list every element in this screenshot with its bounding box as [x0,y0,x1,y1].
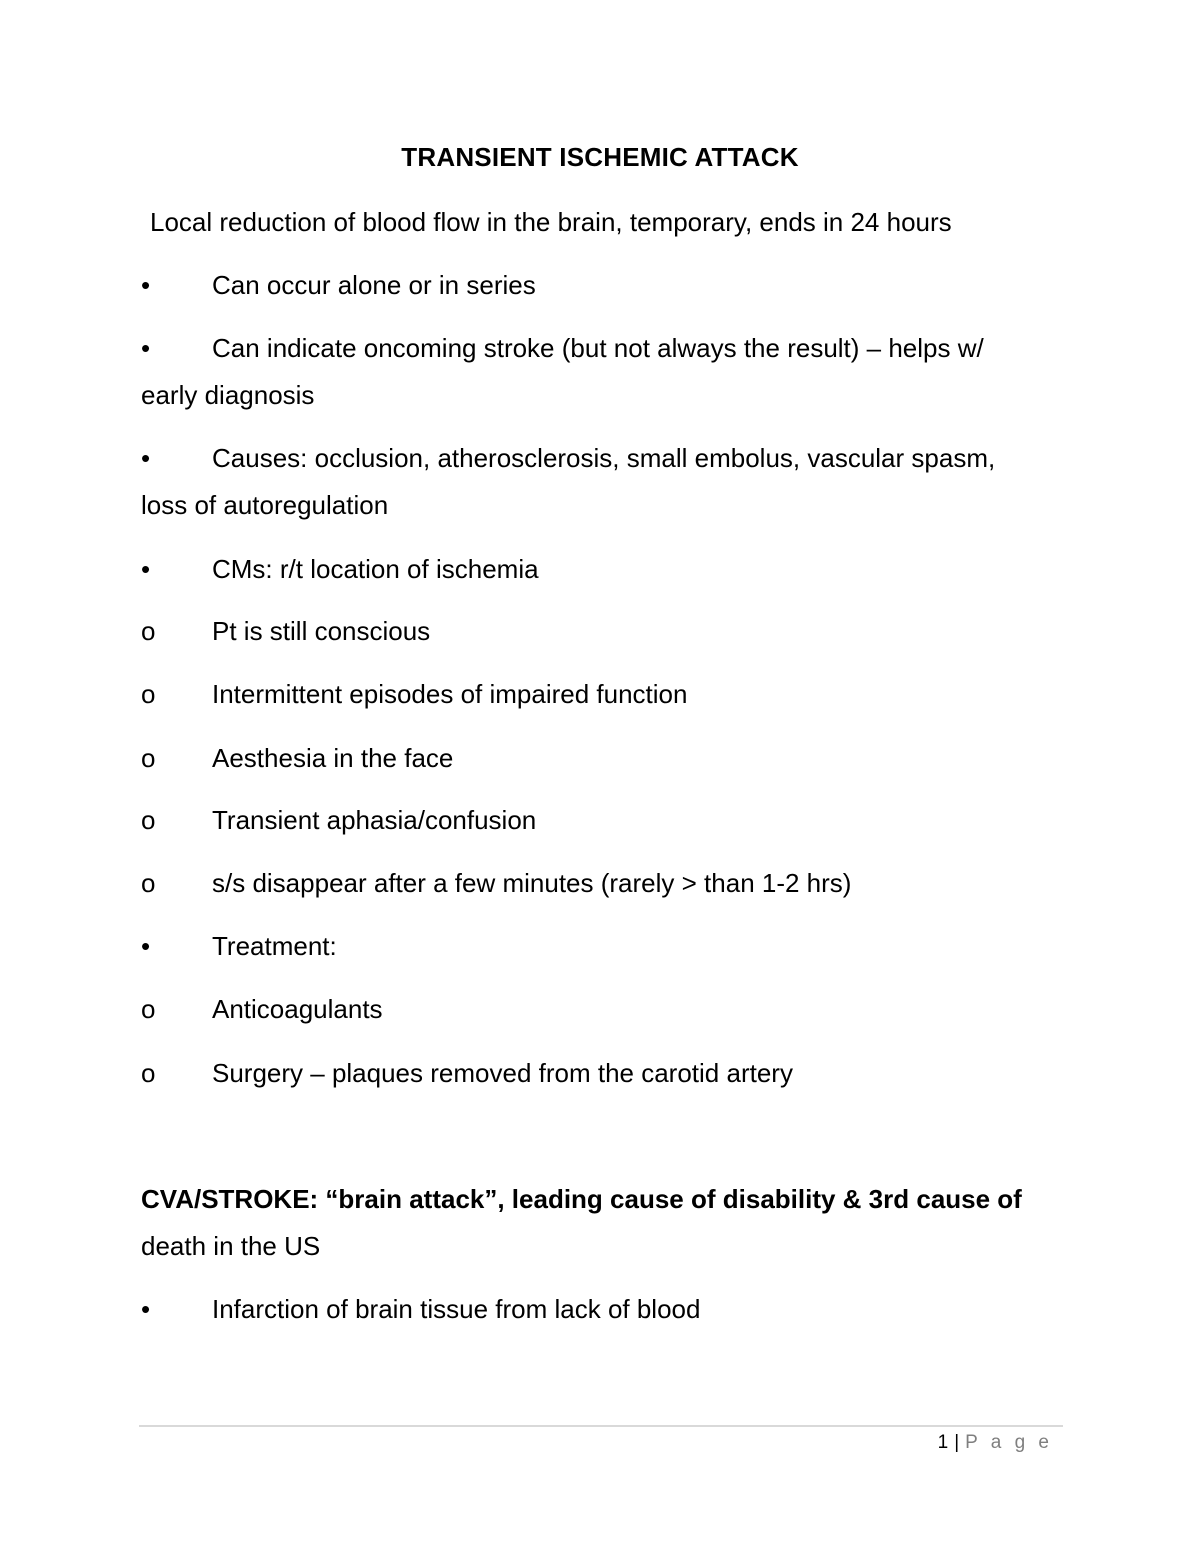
list-item: Intermittent episodes of impaired function [212,679,688,709]
intro-paragraph: Local reduction of blood flow in the brain, temporary, ends in 24 hours [150,207,952,237]
footer-divider [139,1425,1063,1427]
list-item: s/s disappear after a few minutes (rarely > than 1-2 hrs) [212,868,852,898]
page-number: 1 [937,1432,949,1453]
bullet-marker: • [141,931,151,961]
list-item: CMs: r/t location of ischemia [212,554,539,584]
footer-separator: | [954,1432,960,1453]
list-item: Can indicate oncoming stroke (but not always the result) – helps w/ [212,333,984,363]
sub-bullet-marker: o [141,868,156,898]
page-footer [938,1430,1053,1456]
section-heading: CVA/STROKE: “brain attack”, leading cause of disability & 3rd cause of [141,1184,1022,1214]
list-item: Surgery – plaques removed from the carotid artery [212,1058,793,1088]
list-item: Aesthesia in the face [212,743,454,773]
bullet-marker: • [141,270,151,300]
sub-bullet-marker: o [141,616,156,646]
bullet-marker: • [141,554,151,584]
sub-bullet-marker: o [141,994,156,1024]
page-label: P a g e [965,1432,1053,1453]
sub-bullet-marker: o [141,1058,156,1088]
bullet-marker: • [141,333,151,363]
bullet-marker: • [141,443,151,473]
sub-bullet-marker: o [141,743,156,773]
section-heading-continuation: death in the US [141,1231,321,1261]
list-item: Anticoagulants [212,994,383,1024]
list-item: Transient aphasia/confusion [212,805,537,835]
list-item-continuation: loss of autoregulation [141,490,389,520]
list-item: Treatment: [212,931,337,961]
sub-bullet-marker: o [141,805,156,835]
list-item: Pt is still conscious [212,616,431,646]
document-title: TRANSIENT ISCHEMIC ATTACK [401,142,799,172]
list-item: Causes: occlusion, atherosclerosis, small embolus, vascular spasm, [212,443,996,473]
list-item: Can occur alone or in series [212,270,536,300]
list-item: Infarction of brain tissue from lack of blood [212,1294,701,1324]
bullet-marker: • [141,1294,151,1324]
sub-bullet-marker: o [141,679,156,709]
list-item-continuation: early diagnosis [141,380,315,410]
